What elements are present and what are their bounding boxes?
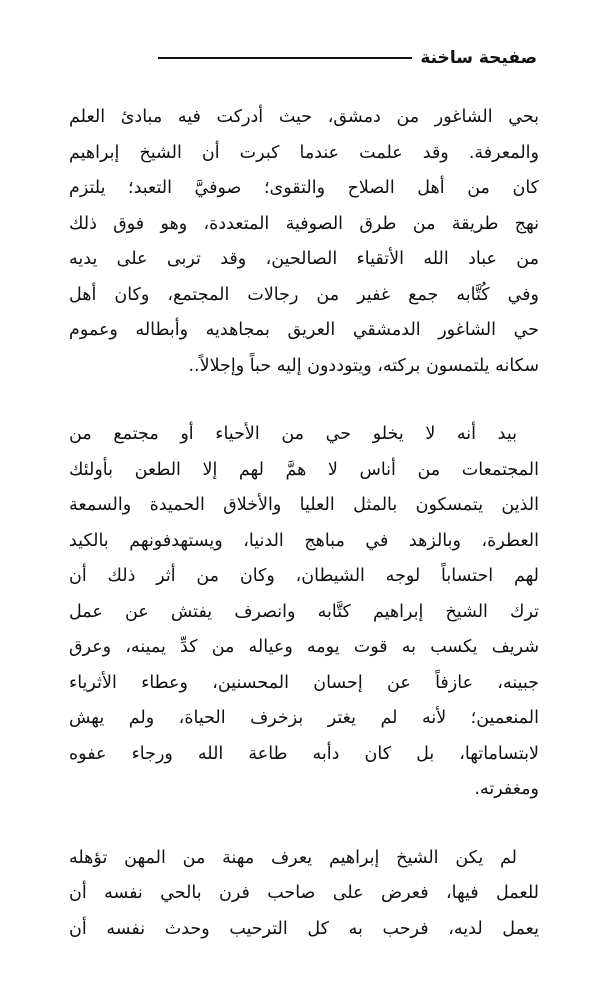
text-line: يعمل لديه، فرحب به كل الترحيب وحدث نفسه أن	[69, 918, 539, 939]
text-line: حي الشاغور الدمشقي العريق بمجاهديه وأبطاله وعموم	[69, 320, 539, 340]
text-line: لم يكن الشيخ إبراهيم يعرف مهنة من المهن تؤهله	[69, 847, 517, 868]
text-line: شريف يكسب به قوت يومه وعياله من كدِّ يمينه، وعرق	[69, 637, 539, 657]
text-line: كان من أهل الصلاح والتقوى؛ صوفيَّ التعبد؛ يلتزم	[69, 178, 539, 198]
paragraph-gap	[69, 808, 539, 841]
text-line: سكانه يلتمسون بركته، ويتوددون إليه حباً وإجلالاً..	[188, 355, 539, 376]
text-line: ترك الشيخ إبراهيم كتَّابه وانصرف يفتش عن عمل	[69, 601, 539, 622]
text-line: للعمل فيها، فعرض على صاحب فرن بالحي نفسه أن	[69, 883, 539, 903]
text-line: لابتساماتها، بل كان دأبه طاعة الله ورجاء عفوه	[69, 743, 539, 764]
text-line: المنعمين؛ لأنه لم يغتر بزخرف الحياة، ولم يهش	[69, 708, 539, 728]
text-line: الذين يتمسكون بالمثل العليا والأخلاق الحميدة والسمعة	[69, 495, 539, 515]
chapter-title: صفيحة ساخنة	[420, 48, 537, 68]
text-line: بيد أنه لا يخلو حي من الأحياء أو مجتمع من	[69, 424, 517, 444]
text-line: والمعرفة. وقد علمت عندما كبرت أن الشيخ إبراهيم	[69, 142, 539, 163]
text-line: من عباد الله الأتقياء الصالحين، وقد تربى على يديه	[69, 249, 539, 269]
body-text	[69, 100, 539, 947]
running-header	[158, 44, 537, 72]
text-line: نهج طريقة من طرق الصوفية المتعددة، وهو فوق ذلك	[69, 213, 539, 234]
paragraph-1	[69, 100, 539, 384]
paragraph-3	[69, 841, 539, 948]
text-line: بحي الشاغور من دمشق، حيث أدركت فيه مبادئ العلم	[69, 107, 539, 127]
text-line: ومغفرته.	[474, 779, 539, 799]
text-line: جبينه، عازفاً عن إحسان المحسنين، وعطاء الأثرياء	[69, 672, 539, 693]
text-line: وفي كُتَّابه جمع غفير من رجالات المجتمع، وكان أهل	[69, 284, 539, 305]
paragraph-gap	[69, 384, 539, 417]
text-line: لهم احتساباً لوجه الشيطان، وكان من أثر ذلك أن	[69, 566, 539, 586]
paragraph-2	[69, 417, 539, 808]
text-line: العطرة، وبالزهد في مباهج الدنيا، ويستهدفونهم بالكيد	[69, 530, 539, 551]
text-line: المجتمعات من أناس لا همَّ لهم إلا الطعن بأولئك	[69, 459, 539, 480]
header-rule	[158, 57, 412, 59]
